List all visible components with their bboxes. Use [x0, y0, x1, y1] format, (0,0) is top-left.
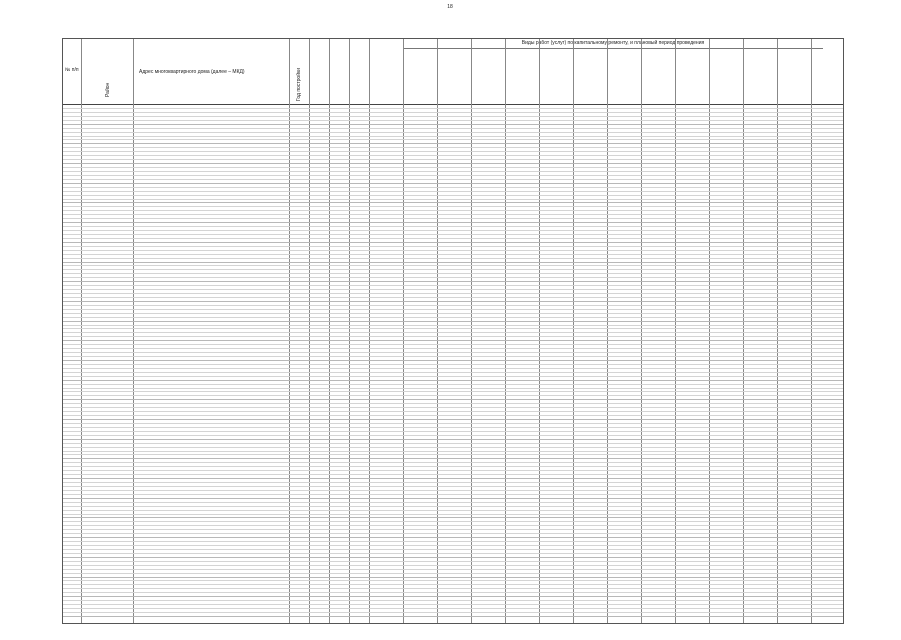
col-header-num: № п/п	[65, 67, 79, 73]
col-header-year: Год постройки	[296, 68, 302, 101]
capital-repair-table	[62, 38, 844, 624]
works-group-title: Виды работ (услуг) по капитальному ремонту, и плановый период проведения	[403, 40, 823, 49]
page-number: 18	[447, 4, 453, 10]
table-body	[63, 105, 843, 623]
table-row	[63, 613, 843, 617]
table-header	[63, 39, 843, 105]
col-header-address: Адрес многоквартирного дома (далее – МКД)	[139, 69, 245, 75]
col-header-district: Район	[105, 82, 111, 97]
